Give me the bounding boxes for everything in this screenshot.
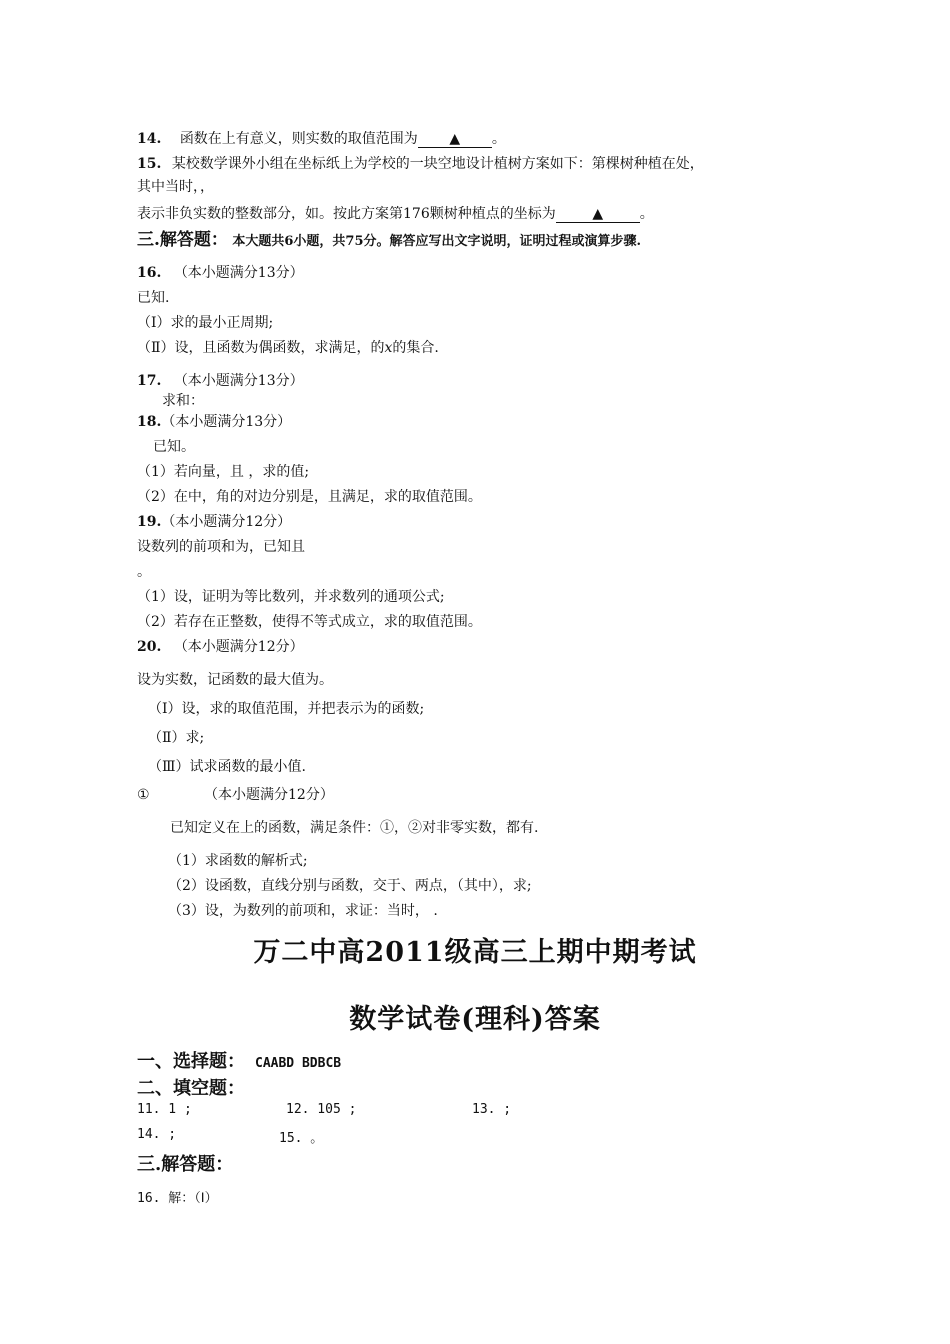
question-score: （本小题满分13分） bbox=[161, 414, 292, 430]
question-20-header bbox=[137, 638, 304, 656]
question-21-intro: 已知定义在上的函数，满足条件：①，②对非零实数，都有. bbox=[170, 820, 539, 836]
answer-15: 15. 。 bbox=[279, 1131, 324, 1146]
answer-choice-section bbox=[137, 1047, 341, 1073]
question-text: 函数在上有意义，则实数的取值范围为 bbox=[179, 131, 418, 147]
section-title: 三.解答题： bbox=[137, 230, 228, 250]
answer-16: 16. 解：（Ⅰ） bbox=[137, 1191, 218, 1206]
answer-blank: ▲ bbox=[418, 131, 492, 148]
answer-blank: ▲ bbox=[556, 206, 640, 223]
question-19-intro: 设数列的前项和为，已知且 bbox=[137, 539, 305, 555]
question-16-part-1: （Ⅰ）求的最小正周期; bbox=[137, 315, 274, 331]
question-19-part-2: （2）若存在正整数，使得不等式成立，求的取值范围。 bbox=[137, 614, 482, 630]
question-18-part-2: （2）在中，角的对边分别是，且满足，求的取值范围。 bbox=[137, 489, 482, 505]
question-text: 某校数学课外小组在坐标纸上为学校的一块空地设计植树方案如下：第棵树种植在处， bbox=[171, 156, 704, 172]
question-18-header bbox=[137, 413, 291, 431]
question-19-intro-end: 。 bbox=[137, 564, 151, 580]
answer-solution-section: 三.解答题： bbox=[137, 1154, 234, 1175]
answer-subtitle: 数学试卷(理科)答案 bbox=[349, 1004, 601, 1035]
section-description: 本大题共6小题，共75分。解答应写出文字说明，证明过程或演算步骤. bbox=[232, 234, 642, 249]
question-19-part-1: （1）设，证明为等比数列，并求数列的通项公式; bbox=[137, 589, 445, 605]
question-20-intro: 设为实数，记函数的最大值为。 bbox=[137, 672, 333, 688]
question-16-header bbox=[137, 264, 304, 282]
question-21-header bbox=[137, 786, 334, 804]
question-score: （本小题满分12分） bbox=[161, 514, 292, 530]
question-18-part-1: （1）若向量，且 ，求的值; bbox=[137, 464, 310, 480]
answer-11: 11. 1 ; bbox=[137, 1102, 192, 1117]
question-number: ① bbox=[137, 787, 150, 803]
question-21-part-1: （1）求函数的解析式; bbox=[168, 853, 308, 869]
answer-12: 12. 105 ; bbox=[286, 1102, 357, 1117]
question-17-header bbox=[137, 372, 304, 390]
question-number: 19. bbox=[137, 514, 162, 530]
question-14 bbox=[137, 130, 506, 148]
question-text: 的集合. bbox=[392, 340, 439, 356]
answer-title: 万二中高2011级高三上期中期考试 bbox=[253, 937, 697, 968]
question-18-intro: 已知。 bbox=[153, 439, 195, 455]
question-15-line-2: 其中当时，， bbox=[137, 179, 214, 195]
question-20-part-1: （Ⅰ）设，求的取值范围，并把表示为的函数; bbox=[148, 701, 425, 717]
answer-fill-section: 二、填空题： bbox=[137, 1078, 245, 1099]
question-number: 16. bbox=[137, 265, 162, 281]
question-20-part-3: （Ⅲ）试求函数的最小值. bbox=[148, 759, 306, 775]
question-score: （本小题满分13分） bbox=[173, 265, 304, 281]
choice-answers: CAABD BDBCB bbox=[255, 1056, 342, 1071]
question-text: （Ⅱ）设，且函数为偶函数，求满足，的 bbox=[137, 340, 385, 356]
question-number: 15. bbox=[137, 156, 162, 172]
question-score: （本小题满分13分） bbox=[173, 373, 304, 389]
question-19-header bbox=[137, 513, 291, 531]
question-15-line-1 bbox=[137, 155, 704, 173]
variable-x: x bbox=[384, 340, 393, 356]
question-15-line-3 bbox=[137, 205, 654, 223]
question-number: 17. bbox=[137, 373, 162, 389]
answer-14: 14. ; bbox=[137, 1127, 177, 1142]
punctuation: 。 bbox=[639, 206, 654, 222]
question-17-body: 求和： bbox=[162, 393, 204, 409]
question-16-part-2 bbox=[137, 339, 439, 357]
punctuation: 。 bbox=[491, 131, 506, 147]
question-16-intro: 已知. bbox=[137, 290, 170, 306]
question-number: 14. bbox=[137, 131, 162, 147]
question-21-part-2: （2）设函数，直线分别与函数，交于、两点，（其中），求; bbox=[168, 878, 532, 894]
answer-13: 13. ; bbox=[472, 1102, 512, 1117]
question-score: （本小题满分12分） bbox=[204, 787, 334, 803]
question-20-part-2: （Ⅱ）求; bbox=[148, 730, 205, 746]
question-text: 表示非负实数的整数部分，如。按此方案第176颗树种植点的坐标为 bbox=[137, 206, 556, 222]
question-21-part-3: （3）设，为数列的前项和，求证：当时， . bbox=[168, 903, 438, 919]
question-number: 20. bbox=[137, 639, 162, 655]
section-label: 一、选择题： bbox=[137, 1051, 245, 1072]
section-3-header bbox=[137, 231, 641, 251]
question-score: （本小题满分12分） bbox=[173, 639, 304, 655]
question-number: 18. bbox=[137, 414, 162, 430]
